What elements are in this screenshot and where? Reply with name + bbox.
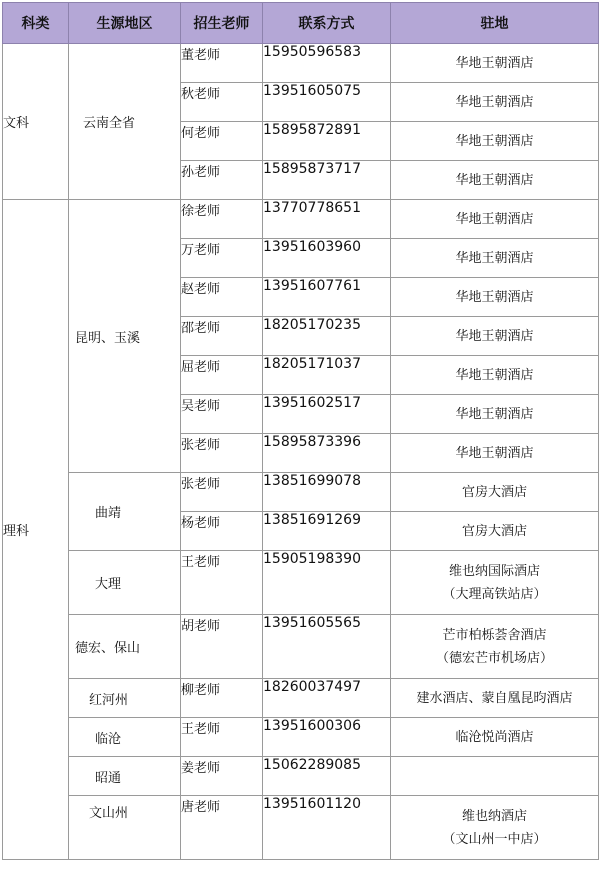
table-row	[3, 679, 599, 718]
phone-cell[interactable]: 13951601120	[263, 796, 391, 860]
region-cell: 文山州	[69, 796, 181, 860]
subject-cell: 文科	[3, 44, 69, 200]
hotel-cell	[391, 615, 599, 679]
hotel-cell	[391, 512, 599, 551]
hotel-name: 华地王朝酒店	[455, 55, 534, 71]
teacher-cell: 赵老师	[181, 278, 263, 317]
hotel-name: 华地王朝酒店	[455, 328, 534, 344]
header-contact: 联系方式	[263, 3, 391, 44]
region-cell: 云南全省	[69, 44, 181, 200]
phone-cell[interactable]: 13951605565	[263, 615, 391, 679]
hotel-cell	[391, 434, 599, 473]
header-teacher: 招生老师	[181, 3, 263, 44]
hotel-name: 华地王朝酒店	[455, 445, 534, 461]
hotel-name: 华地王朝酒店	[455, 406, 534, 422]
table-row	[3, 473, 599, 512]
hotel-cell	[391, 551, 599, 615]
header-location: 驻地	[391, 3, 599, 44]
table-row	[3, 757, 599, 796]
teacher-cell: 吴老师	[181, 395, 263, 434]
teacher-cell: 邵老师	[181, 317, 263, 356]
hotel-cell	[391, 200, 599, 239]
hotel-name: 华地王朝酒店	[455, 211, 534, 227]
hotel-name: 维也纳酒店	[461, 808, 527, 824]
hotel-name: 华地王朝酒店	[455, 250, 534, 266]
phone-cell[interactable]: 15895873396	[263, 434, 391, 473]
teacher-cell: 王老师	[181, 718, 263, 757]
phone-cell[interactable]: 15895873717	[263, 161, 391, 200]
table-row	[3, 200, 599, 239]
teacher-cell: 杨老师	[181, 512, 263, 551]
phone-cell[interactable]: 13770778651	[263, 200, 391, 239]
phone-cell[interactable]: 18205170235	[263, 317, 391, 356]
phone-cell[interactable]: 13951607761	[263, 278, 391, 317]
table-row	[3, 44, 599, 83]
hotel-cell	[391, 122, 599, 161]
hotel-cell	[391, 239, 599, 278]
hotel-branch: （大理高铁站店）	[442, 586, 547, 602]
teacher-cell: 柳老师	[181, 679, 263, 718]
region-cell: 昆明、玉溪	[69, 200, 181, 473]
region-cell: 红河州	[69, 679, 181, 718]
hotel-branch: （文山州一中店）	[442, 831, 547, 847]
hotel-branch: （德宏芒市机场店）	[435, 650, 553, 666]
teacher-cell: 屈老师	[181, 356, 263, 395]
hotel-name: 建水酒店、蒙自凰昆昀酒店	[416, 690, 573, 706]
teacher-cell: 何老师	[181, 122, 263, 161]
teacher-cell: 王老师	[181, 551, 263, 615]
phone-cell[interactable]: 18260037497	[263, 679, 391, 718]
phone-cell[interactable]: 13851699078	[263, 473, 391, 512]
header-region: 生源地区	[69, 3, 181, 44]
phone-cell[interactable]: 15905198390	[263, 551, 391, 615]
hotel-name: 华地王朝酒店	[455, 289, 534, 305]
region-cell: 德宏、保山	[69, 615, 181, 679]
region-cell: 大理	[69, 551, 181, 615]
phone-cell[interactable]: 13951603960	[263, 239, 391, 278]
phone-cell[interactable]: 13851691269	[263, 512, 391, 551]
hotel-name: 官房大酒店	[461, 523, 527, 539]
hotel-cell	[391, 718, 599, 757]
region-cell: 昭通	[69, 757, 181, 796]
hotel-cell	[391, 356, 599, 395]
teacher-cell: 姜老师	[181, 757, 263, 796]
teacher-cell: 徐老师	[181, 200, 263, 239]
hotel-cell	[391, 473, 599, 512]
hotel-name: 临沧悦尚酒店	[455, 729, 534, 745]
hotel-cell	[391, 317, 599, 356]
phone-cell[interactable]: 18205171037	[263, 356, 391, 395]
hotel-cell	[391, 83, 599, 122]
teacher-cell: 胡老师	[181, 615, 263, 679]
phone-cell[interactable]: 15895872891	[263, 122, 391, 161]
phone-cell[interactable]: 15950596583	[263, 44, 391, 83]
phone-cell[interactable]: 13951605075	[263, 83, 391, 122]
table-row	[3, 551, 599, 615]
teacher-cell: 万老师	[181, 239, 263, 278]
hotel-name: 华地王朝酒店	[455, 367, 534, 383]
region-cell: 曲靖	[69, 473, 181, 551]
table-row	[3, 718, 599, 757]
hotel-name: 华地王朝酒店	[455, 133, 534, 149]
hotel-cell	[391, 278, 599, 317]
hotel-name: 官房大酒店	[461, 484, 527, 500]
phone-cell[interactable]: 13951600306	[263, 718, 391, 757]
hotel-cell	[391, 44, 599, 83]
header-row	[3, 3, 599, 44]
hotel-cell	[391, 161, 599, 200]
subject-cell: 理科	[3, 200, 69, 860]
table-row	[3, 615, 599, 679]
phone-cell[interactable]: 13951602517	[263, 395, 391, 434]
hotel-name: 芒市柏栎荟舍酒店	[442, 627, 547, 643]
hotel-name: 华地王朝酒店	[455, 94, 534, 110]
hotel-name: 维也纳国际酒店	[448, 563, 540, 579]
teacher-cell: 唐老师	[181, 796, 263, 860]
teacher-cell: 董老师	[181, 44, 263, 83]
region-cell: 临沧	[69, 718, 181, 757]
hotel-cell	[391, 395, 599, 434]
contacts-table	[2, 2, 599, 860]
teacher-cell: 张老师	[181, 473, 263, 512]
table-row	[3, 796, 599, 860]
teacher-cell: 秋老师	[181, 83, 263, 122]
header-subject: 科类	[3, 3, 69, 44]
teacher-cell: 孙老师	[181, 161, 263, 200]
phone-cell[interactable]: 15062289085	[263, 757, 391, 796]
hotel-name: 华地王朝酒店	[455, 172, 534, 188]
hotel-cell	[391, 757, 599, 796]
teacher-cell: 张老师	[181, 434, 263, 473]
hotel-cell	[391, 679, 599, 718]
hotel-cell	[391, 796, 599, 860]
